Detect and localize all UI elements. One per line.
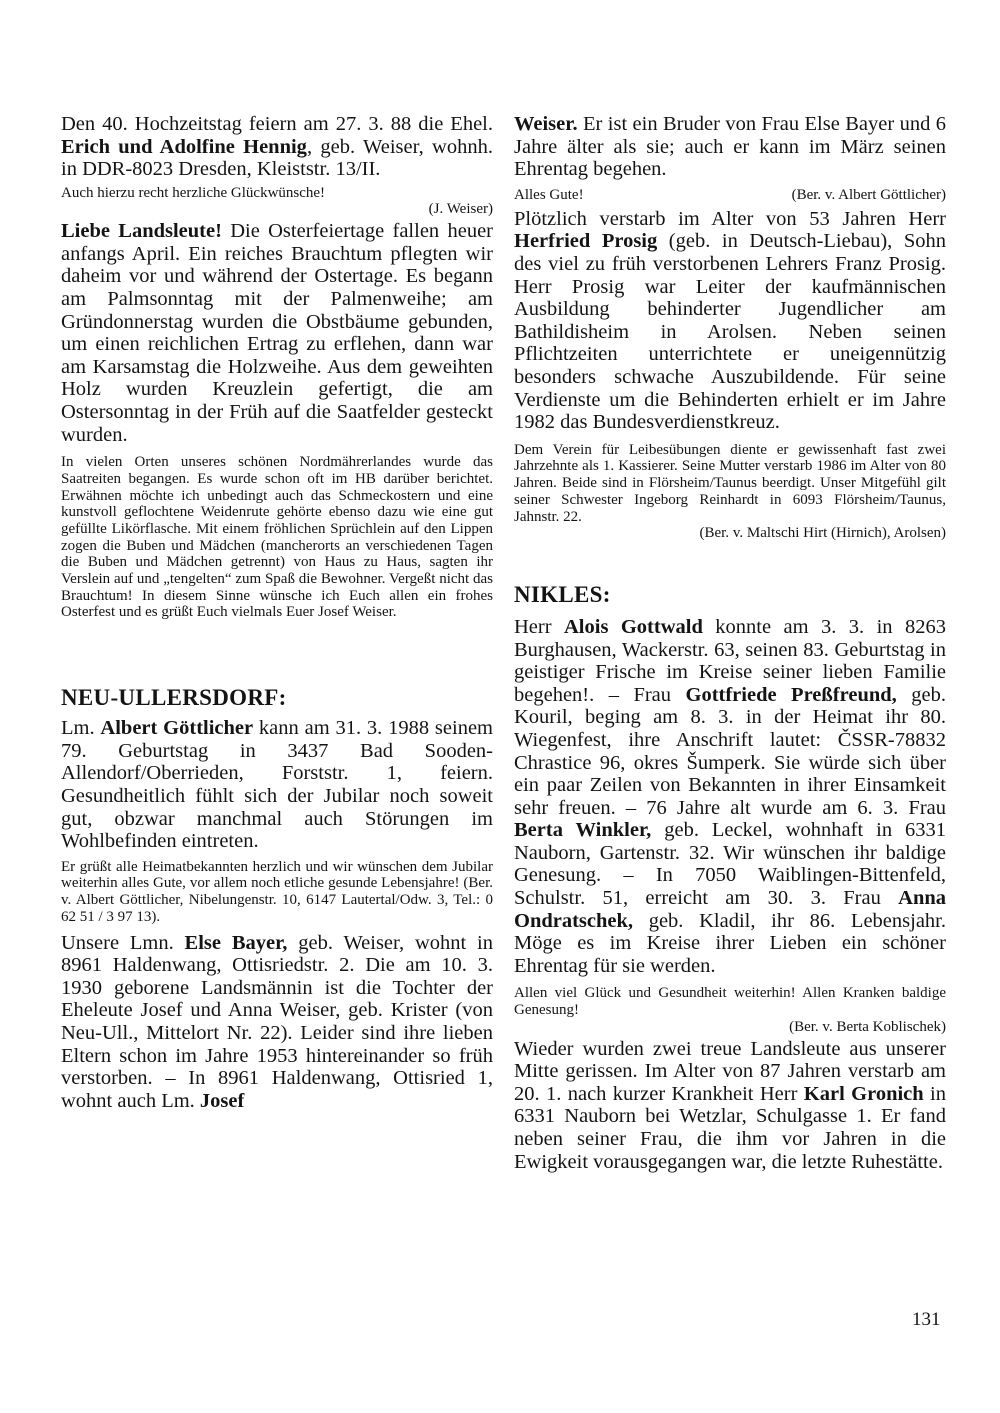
text: Die Osterfeiertage fallen heuer anfangs April. Ein reiches Brauchtum pflegten wir daheim vor und während der Ostertage. Es begann am Palmsonntag mit der Palmenweihe; am Gründonnerstag wurden die Obstbäume gebunden, um einen reichlichen Ertrag zu erflehen, dann war am Karsamstag die Holzweihe. Aus dem geweihten Holz wurden Kreuzlein gefertigt, die am Ostersonntag in der Früh auf die Saatfelder gesteckt wurden. (61, 220, 493, 446)
nikles-paragraph (514, 616, 946, 978)
wishes-paragraph: Allen viel Glück und Gesundheit weiterhin! Allen Kranken baldige Genesung! (514, 985, 946, 1019)
text: Unsere Lmn. (61, 931, 185, 954)
text: geb. Kladil, ihr 86. Lebensjahr. Möge es im Kreise ihrer Lieben ein schöner Ehrentag für sie werden. (514, 909, 946, 977)
text: Wieder wurden zwei treue Landsleute aus unserer Mitte gerissen. Im Alter von 87 Jahren verstarb am 20. 1. nach kurzer Krankheit Herr (514, 1037, 946, 1105)
anniversary-paragraph (61, 113, 493, 181)
text: Den 40. Hochzeitstag feiern am 27. 3. 88 die Ehel. (61, 113, 493, 135)
bold-name: Berta Winkler, (514, 819, 652, 842)
greeting-note: Auch hierzu recht herzliche Glückwünsche! (61, 184, 326, 201)
text: geb. Weiser, wohnt in 8961 Haldenwang, Ottisriedstr. 2. Die am 10. 3. 1930 geborene Landsmännin ist die Tochter der Eheleute Josef und Anna Weiser, geb. Krister (von Neu-Ull., Mittelort Nr. 22). Leider sind ihre lieben Eltern schon im Jahre 1953 hintereinander so früh verstorben. – In 8961 Haldenwang, Ottisried 1, wohnt auch Lm. (61, 931, 493, 1112)
bold-name: Herfried Prosig (514, 230, 658, 253)
text: Lm. (61, 717, 101, 740)
custom-paragraph: In vielen Orten unseres schönen Nordmährerlandes wurde das Saatreiten begangen. Es wurde schon oft im HB darüber berichtet. Erwähnen möchte ich unbedingt auch das Schmeckostern und eine kunstvoll geflochtene Weidenrute gehörte ebenso dazu wie eine gut gefüllte Likörflasche. Mit einem fröhlichen Sprüchlein auf den Lippen zogen die Buben und Mädchen (mancherorts an verschiedenen Tagen die Buben und Mädchen getrennt) von Haus zu Haus, sagten ihr Verslein auf und „tengelten“ zum Spaß die Bewohner. Vergeßt nicht das Brauchtum! In diesem Sinne wünsche ich Euch allen ein frohes Osterfest und es grüßt Euch vielmals Euer Josef Weiser. (61, 454, 493, 621)
weiser-paragraph (514, 113, 946, 181)
bold-name: Albert Göttlicher (100, 717, 254, 740)
section-heading-nikles: NIKLES: (514, 581, 611, 607)
text: in 6331 Nauborn bei Wetzlar, Schulgasse 1. Er fand neben seiner Frau, die ihm vor Jahren in die Ewigkeit vorausgegangen war, die letzte Ruhestätte. (514, 1082, 947, 1173)
credit-weiser: (J. Weiser) (428, 201, 493, 218)
easter-paragraph (61, 220, 493, 446)
gronich-paragraph (514, 1038, 946, 1174)
wishes-text: Alles Gute! (514, 186, 584, 203)
obituary-paragraph (514, 208, 946, 434)
text: geb. Leckel, wohnhaft in 6331 Nauborn, Gartenstr. 32. Wir wünschen ihr baldige Genesung. – In 7050 Waiblingen-Bittenfeld, Schulstr. 51, erreicht am 30. 3. Frau (514, 819, 947, 910)
text: kann am 31. 3. 1988 seinem 79. Geburtstag in 3437 Bad Sooden-Allendorf/Oberrieden, Forststr. 1, feiern. Gesundheitlich fühlt sich der Jubilar noch soweit gut, obzwar manchmal auch Störungen im Wohlbefinden eintreten. (61, 717, 493, 853)
bold-name: Gottfriede Preßfreund, (685, 683, 897, 706)
wishes-line (514, 187, 946, 204)
bold-name: Else Bayer, (184, 931, 288, 954)
left-column (61, 113, 493, 1112)
right-column (514, 113, 946, 1173)
bold-name: Karl Gronich (803, 1082, 924, 1105)
birthday-paragraph (61, 717, 493, 853)
credit-goettlicher: (Ber. v. Albert Göttlicher) (791, 186, 946, 203)
bayer-paragraph (61, 932, 493, 1113)
bold-name: Josef (199, 1089, 245, 1112)
credit-koblischek: (Ber. v. Berta Koblischek) (789, 1018, 946, 1035)
section-heading-neu-ullersdorf: NEU-ULLERSDORF: (61, 685, 287, 711)
text: Er ist ein Bruder von Frau Else Bayer und 6 Jahre älter als sie; auch er kann im März seinen Ehrentag begehen. (514, 113, 946, 181)
text: konnte am 3. 3. in 8263 Burghausen, Wackerstr. 63, seinen 83. Geburtstag in geistiger Frische im Kreise seiner lieben Familie begehen!. – Frau (514, 615, 946, 706)
bold-name: Weiser. (514, 113, 578, 135)
bold-salutation: Liebe Landsleute! (61, 220, 222, 243)
bold-name: Anna Ondratschek, (514, 887, 946, 932)
greeting-paragraph: Er grüßt alle Heimatbekannten herzlich und wir wünschen dem Jubilar weiterhin alles Gute, vor allem noch etliche gesunde Lebensjahre! (Ber. v. Albert Göttlicher, Nibelungenstr. 10, 6147 Lautertal/Odw. 3, Tel.: 0 62 51 / 3 97 13). (61, 858, 493, 925)
credit-hirt: (Ber. v. Maltschi Hirt (Hirnich), Arolsen) (699, 525, 946, 542)
association-paragraph: Dem Verein für Leibesübungen diente er gewissenhaft fast zwei Jahrzehnte als 1. Kassierer. Seine Mutter verstarb 1986 im Alter von 80 Jahren. Beide sind in Flörsheim/Taunus beerdigt. Unser Mitgefühl gilt seiner Schwester Ingeborg Reinhardt in 6093 Flörsheim/Taunus, Jahnstr. 22. (514, 441, 946, 525)
text: Plötzlich verstarb im Alter von 53 Jahren Herr (514, 207, 946, 230)
text: Herr (514, 615, 564, 638)
bold-name: Erich und Adolfine Hennig (61, 135, 307, 158)
page-number: 131 (912, 1309, 941, 1330)
text: (geb. in Deutsch-Liebau), Sohn des viel zu früh verstorbenen Lehrers Franz Prosig. Herr Prosig war Leiter der kaufmännischen Ausbildung behinderter Jugendlicher am Bathildisheim in Arolsen. Neben seinen Pflichtzeiten unterrichtete er uneigennützig besonders schwache Auszubildende. Für seine Verdienste um die Behinderten erhielt er im Jahre 1982 das Bundesverdienstkreuz. (514, 230, 946, 434)
text: geb. Kouril, beging am 8. 3. in der Heimat ihr 80. Wiegenfest, ihre Anschrift lautet: ČSSR-78832 Chrastice 96, okres Šumperk. Sie würde sich über ein paar Zeilen von Bekannten in ihrer Einsamkeit sehr freuen. – 76 Jahre alt wurde am 6. 3. Frau (514, 683, 946, 819)
bold-name: Alois Gottwald (564, 615, 703, 638)
text: , geb. Weiser, wohnh. in DDR-8023 Dresden, Kleiststr. 13/II. (61, 135, 493, 181)
